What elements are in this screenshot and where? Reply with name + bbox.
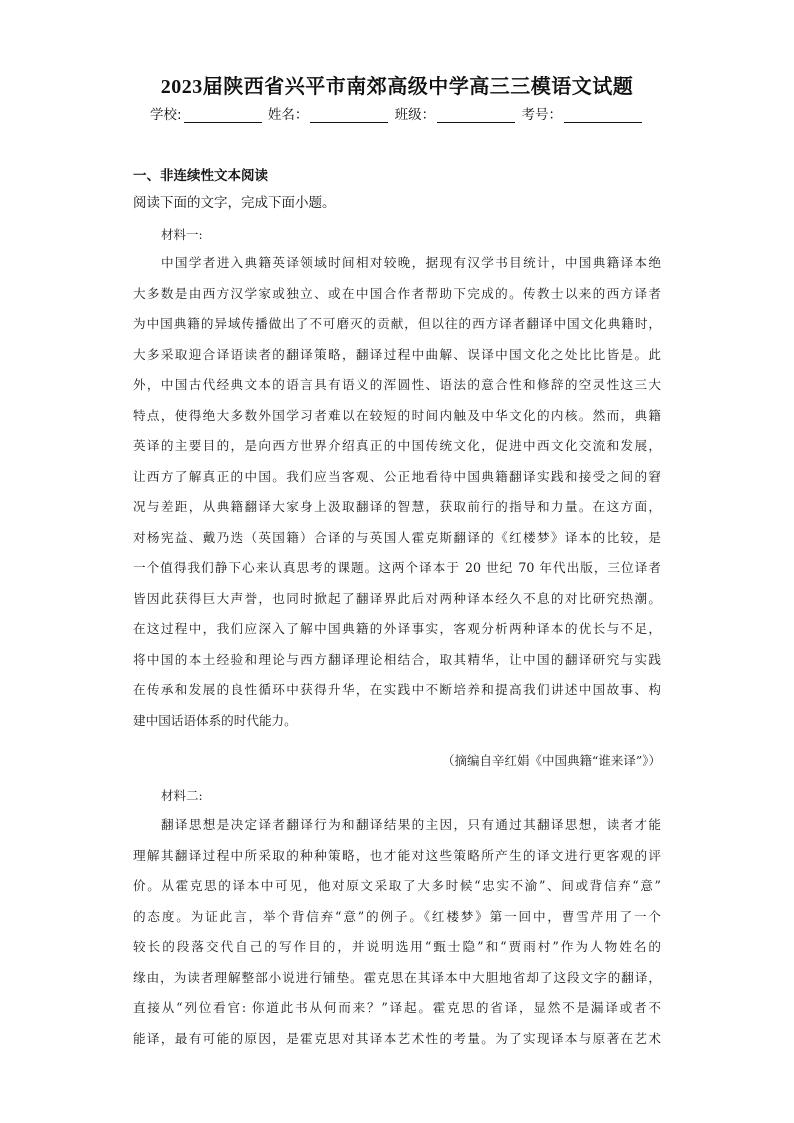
text-line: 将中国的本土经验和理论与西方翻译理论相结合，取其精华，让中国的翻译研究与实践 [133,651,661,667]
text-line: 价。从霍克思的译本中可见，他对原文采取了大多时候“忠实不渝”、间或背信弃“意” [133,878,661,893]
text-line: 皆因此获得巨大声誉，也同时掀起了翻译界此后对两种译本经久不息的对比研究热潮。 [133,590,661,606]
name-label: 姓名： [267,107,309,123]
text-line: 直接从“列位看官: 你道此书从何而来？”译起。霍克思的省译，显然不是漏译或者不 [133,1000,661,1015]
material-1-source: （摘编自辛红娟《中国典籍“谁来译”》） [441,753,661,768]
school-blank [184,108,262,123]
text-line: 翻译思想是决定译者翻译行为和翻译结果的主因，只有通过其翻译思想，读者才能 [161,817,661,832]
class-blank [437,108,515,123]
exam-number-blank [564,108,642,123]
text-line: 况与差距，从典籍翻译大家身上汲取翻译的智慧，获取前行的指导和力量。在这方面， [133,499,661,514]
text-line: 较长的段落交代自己的写作目的，并说明选用“甄士隐”和“贾雨村”作为人物姓名的 [133,939,661,954]
section-heading: 一、非连续性文本阅读 [133,168,268,184]
text-line: 理解其翻译过程中所采取的种种策略，也才能对这些策略所产生的译文进行更客观的评 [133,847,661,863]
text-line: 在这过程中，我们应深入了解中国典籍的外译事实，客观分析两种译本的优长与不足， [133,621,661,636]
text-line: 能译，最有可能的原因，是霍克思对其译本艺术性的考量。为了实现译本与原著在艺术 [133,1030,661,1046]
text-line: 特点，使得绝大多数外国学习者难以在较短的时间内触及中华文化的内核。然而，典籍 [133,407,661,423]
text-line: 大多采取迎合译语读者的翻译策略，翻译过程中曲解、误译中国文化之处比比皆是。此 [133,346,661,362]
student-info-line [0,103,794,123]
text-line: 让西方了解真正的中国。我们应当客观、公正地看待中国典籍翻译实践和接受之间的窘 [133,468,661,484]
text-line: 缘由，为读者理解整部小说进行铺垫。霍克思在其译本中大胆地省却了这段文字的翻译， [133,969,661,985]
material-1-label: 材料一: [161,227,203,242]
text-line: 建中国话语体系的时代能力。 [133,712,297,728]
section-instruction: 阅读下面的文字，完成下面小题。 [133,195,336,211]
text-line: 对杨宪益、戴乃迭（英国籍）合译的与英国人霍克斯翻译的《红楼梦》译本的比较，是 [133,529,661,545]
name-blank [310,108,388,123]
material-1-body [133,248,661,736]
page-title: 2023届陕西省兴平市南郊高级中学高三三模语文试题 [160,76,634,98]
text-line: 为中国典籍的异域传播做出了不可磨灭的贡献，但以往的西方译者翻译中国文化典籍时， [133,316,661,331]
material-2-body [133,810,661,1054]
class-label: 班级： [394,107,436,123]
text-line: 的态度。为证此言，举个背信弃“意”的例子。《红楼梦》第一回中，曹雪芹用了一个 [133,908,661,924]
exam-number-label: 考号： [521,107,562,123]
school-label: 学校: [150,107,182,123]
text-line: 英译的主要目的，是向西方世界介绍真正的中国传统文化，促进中西文化交流和发展， [133,438,661,453]
text-line: 在传承和发展的良性循环中获得升华，在实践中不断培养和提高我们讲述中国故事、构 [133,682,661,697]
text-line: 大多数是由西方汉学家或独立、或在中国合作者帮助下完成的。传教士以来的西方译者 [133,285,661,301]
text-line: 外，中国古代经典文本的语言具有语义的浑圆性、语法的意合性和修辞的空灵性这三大 [133,377,661,392]
text-line: 一个值得我们静下心来认真思考的课题。这两个译本于 20 世纪 70 年代出版，三位译者 [133,560,661,575]
text-line: 中国学者进入典籍英译领域时间相对较晚，据现有汉学书目统计，中国典籍译本绝 [161,255,661,270]
material-2-label: 材料二: [161,788,203,803]
